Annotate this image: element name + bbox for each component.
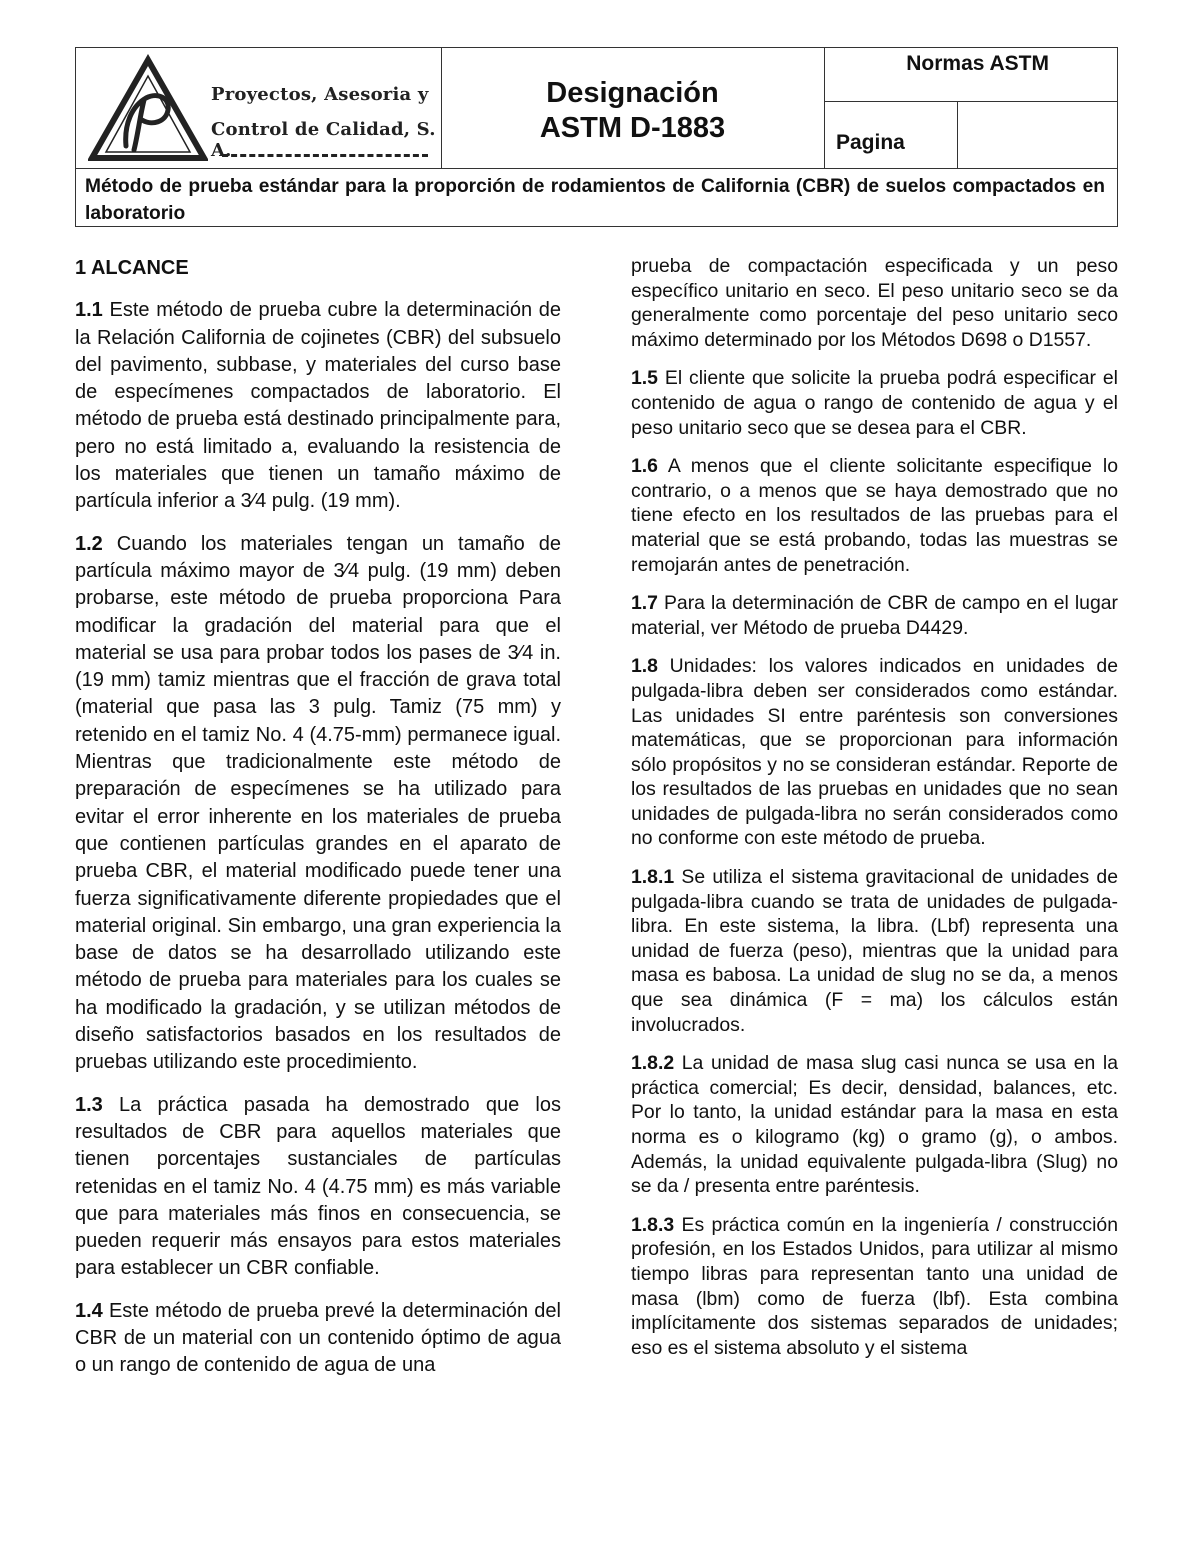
clause-number: 1.8 [631,655,658,678]
clause-number: 1.4 [75,1299,103,1322]
designation-title: Designación [546,77,719,109]
clause-number: 1.5 [631,367,658,390]
normas-row [824,48,1117,102]
header-top-row [76,48,1117,169]
company-name-line1: Proyectos, Asesoria y [211,84,429,105]
pagina-label-cell [824,101,958,168]
clause-number: 1.7 [631,592,658,615]
paragraph-1-6 [631,454,1118,577]
paragraph-continuation: prueba de compactación especificada y un peso específico unitario en seco. El peso unitario seco se da generalmente como porcentaje del peso unitario seco máximo determinado por los Métodos D698 o D1557. [631,255,1118,351]
paragraph-text: Unidades: los valores indicados en unidades de pulgada-libra deben ser considerados como estándar. Las unidades SI entre paréntesis son conversiones matemáticas, que se proporcionan para información sólo propósitos y no se consideran estándar. Reporte de los resultados de las pruebas en unidades que no sean unidades de pulgada-libra no serán considerados como no conforme con este método de prueba. [631,655,1118,850]
section-heading: 1 ALCANCE [75,257,189,279]
company-underline [222,150,428,157]
paragraph-1-7 [631,591,1118,640]
document-header [75,47,1118,227]
clause-number: 1.3 [75,1093,103,1116]
clause-number: 1.1 [75,299,103,322]
logo-cell [76,48,442,168]
clause-number: 1.8.2 [631,1052,675,1075]
clause-number: 1.6 [631,455,658,478]
clause-number: 1.8.3 [631,1213,675,1236]
paragraph-1-1 [75,297,561,515]
paragraph-1-8-1 [631,865,1118,1037]
paragraph-text: Se utiliza el sistema gravitacional de unidades de pulgada-libra cuando se trata de unidades de pulgada-libra. En este sistema, la libra. (Lbf) representa una unidad de fuerza (peso), mientras que la unidad para masa es babosa. La unidad de slug no se da, a menos que sea dinámica (F = ma) los cálculos están involucrados. [631,866,1118,1036]
company-name-line2: Control de Calidad, S. A. [211,119,436,161]
paragraph-1-8 [631,654,1118,851]
clause-number: 1.2 [75,532,103,555]
standards-cell [824,48,1117,168]
pagina-row [824,101,1117,168]
pagina-value-cell [957,101,1117,168]
paragraph-text: Este método de prueba prevé la determinación del CBR de un material con un contenido óptimo de agua o un rango de contenido de agua de una [75,1299,561,1377]
paragraph-text: Es práctica común en la ingeniería / construcción profesión, en los Estados Unidos, para utilizar al mismo tiempo libras para representan tanto una unidad de masa (lbm) como de fuerza (lbf). Esta combina implícitamente dos sistemas separados de unidades; eso es el sistema absoluto y el sistema [631,1213,1118,1359]
paragraph-1-4 [75,1298,561,1380]
company-logo-icon [88,54,208,164]
designation-code: ASTM D-1883 [539,112,726,144]
normas-label: Normas ASTM [906,52,1049,75]
paragraph-text: Para la determinación de CBR de campo en el lugar material, ver Método de prueba D4429. [631,592,1118,639]
paragraph-1-5 [631,366,1118,440]
paragraph-1-8-3 [631,1213,1118,1361]
designation-cell [441,48,825,168]
paragraph-text: La unidad de masa slug casi nunca se usa en la práctica comercial; Es decir, densidad, balances, etc. Por lo tanto, la unidad estándar para la masa en esta norma es o kilogramo (kg) o gramo (g), o ambos. Además, la unidad equivalente pulgada-libra (Slug) no se da / presenta entre paréntesis. [631,1052,1118,1198]
paragraph-text: Cuando los materiales tengan un tamaño de partícula máximo mayor de 3⁄4 pulg. (19 mm) deben probarse, este método de prueba proporciona Para modificar la gradación del material para que el material se usa para probar todos los pases de 3⁄4 in. (19 mm) tamiz mientras que el fracción de grava total (material que pasa las 3 pulg. Tamiz (75 mm) y retenido en el tamiz No. 4 (4.75-mm) permanece igual. Mientras que tradicionalmente este método de preparación de especímenes se ha utilizado para evitar el error inherente en los materiales de prueba que contienen partículas grandes en el aparato de prueba CBR, el material modificado puede tener una fuerza significativamente diferente propiedades que el material original. Sin embargo, una gran experiencia la base de datos se ha desarrollado utilizando este método de prueba para materiales para los cuales se ha modificado la gradación, y se utilizan métodos de diseño satisfactorios basados en los resultados de pruebas utilizando este procedimiento. [75,532,561,1074]
left-column [75,255,561,1395]
paragraph-1-8-2 [631,1051,1118,1199]
paragraph-text: La práctica pasada ha demostrado que los resultados de CBR para aquellos materiales que tienen porcentajes sustanciales de partículas retenidas en el tamiz No. 4 (4.75 mm) es más variable que para materiales más finos en consecuencia, se pueden requerir más ensayos para estos materiales para establecer un CBR confiable. [75,1093,561,1280]
paragraph-text: A menos que el cliente solicitante especifique lo contrario, o a menos que se haya demostrado que no tiene efecto en los resultados de las pruebas para el material que se está probando, todas las muestras se remojarán antes de penetración. [631,455,1118,576]
right-column [631,254,1118,1374]
paragraph-1-2 [75,531,561,1077]
method-title: Método de prueba estándar para la proporción de rodamientos de California (CBR) de suelos compactados en laboratorio [85,176,1105,224]
paragraph-1-3 [75,1092,561,1283]
clause-number: 1.8.1 [631,866,675,889]
paragraph-text: Este método de prueba cubre la determinación de la Relación California de cojinetes (CBR) del subsuelo del pavimento, subbase, y materiales del curso base de especímenes compactados de laboratorio. El método de prueba está destinado principalmente para, pero no está limitado a, evaluando la resistencia de los materiales que tienen un tamaño máximo de partícula inferior a 3⁄4 pulg. (19 mm). [75,299,561,513]
paragraph-text: El cliente que solicite la prueba podrá especificar el contenido de agua o rango de contenido de agua y el peso unitario seco que se desea para el CBR. [631,367,1118,439]
pagina-label: Pagina [836,131,905,154]
